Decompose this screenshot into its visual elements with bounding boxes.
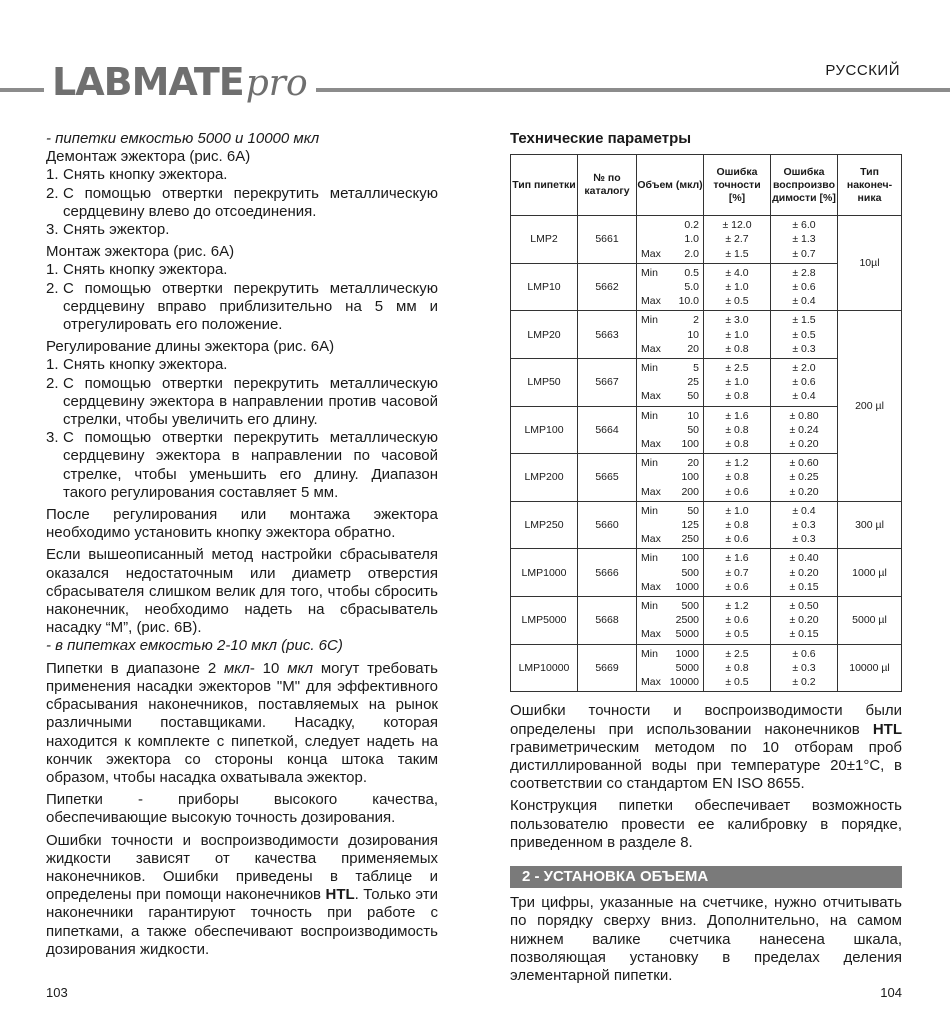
catalog-number-cell: 5662	[578, 263, 637, 311]
dismount-steps	[46, 166, 438, 239]
pipette-type-cell: LMP20	[511, 311, 578, 359]
volume-cell: 0.2 1.0 Max 2.0	[637, 216, 704, 264]
logo-pro: pro	[245, 63, 308, 104]
repeatability-error-cell: ± 0.50 ± 0.20 ± 0.15	[771, 597, 838, 645]
catalog-number-cell: 5669	[578, 644, 637, 692]
repeatability-error-cell: ± 0.60 ± 0.25 ± 0.20	[771, 454, 838, 502]
para-if: Если вышеописанный метод настройки сбрасывателя оказался недостаточным или диаметр отверстия сбрасывателя слишком велик для того, чтобы сбросить наконечник, необходимо надеть на сбрасыватель насадку “М”, (рис. 6В).	[46, 546, 438, 637]
list-item: 2. С помощью отвертки перекрутить металлическую сердцевину влево до отсоединения.	[46, 184, 438, 220]
tip-type-cell: 1000 µl	[838, 549, 902, 597]
table-body	[511, 216, 902, 692]
accuracy-error-cell: ± 12.0 ± 2.7 ± 1.5	[704, 216, 771, 264]
accuracy-error-cell: ± 1.6 ± 0.8 ± 0.8	[704, 406, 771, 454]
labmate-logo	[44, 60, 316, 104]
pipette-type-cell: LMP10	[511, 263, 578, 311]
table-row	[511, 549, 902, 597]
header-cell: Тип пипетки	[511, 155, 578, 216]
tip-type-cell: 300 µl	[838, 501, 902, 549]
section-title-bar: 2 - УСТАНОВКА ОБЪЕМА	[510, 866, 902, 888]
intro-italic: - пипетки емкостью 5000 и 10000 мкл	[46, 130, 320, 147]
pipette-type-cell: LMP5000	[511, 597, 578, 645]
params-table	[510, 154, 902, 692]
volume-cell: Min 50 125 Max 250	[637, 501, 704, 549]
volume-cell: Min 2 10 Max 20	[637, 311, 704, 359]
volume-cell: Min 100 500 Max 1000	[637, 549, 704, 597]
tip-type-cell: 200 µl	[838, 311, 902, 501]
repeatability-error-cell: ± 0.40 ± 0.20 ± 0.15	[771, 549, 838, 597]
header-cell: № по каталогу	[578, 155, 637, 216]
left-column	[46, 130, 438, 963]
header-cell: Ошибка точности [%]	[704, 155, 771, 216]
list-item: 2. С помощью отвертки перекрутить металлическую сердцевину вправо приблизительно на 5 мм и отрегулировать его положение.	[46, 279, 438, 334]
list-item: 1. Снять кнопку эжектора.	[46, 166, 228, 184]
catalog-number-cell: 5663	[578, 311, 637, 359]
repeatability-error-cell: ± 0.80 ± 0.24 ± 0.20	[771, 406, 838, 454]
accuracy-error-cell: ± 1.0 ± 0.8 ± 0.6	[704, 501, 771, 549]
para-htl: Ошибки точности и воспроизводимости были определены при использовании наконечников HTL гравиметрическим методом по 10 отборам проб дистиллированной воды при температуре 20±1°С, в соответствии со стандартом EN ISO 8655.	[510, 702, 902, 793]
table-row	[511, 644, 902, 692]
list-item: 1. Снять кнопку эжектора.	[46, 356, 228, 374]
catalog-number-cell: 5661	[578, 216, 637, 264]
adjust-title: Регулирование длины эжектора (рис. 6А)	[46, 338, 335, 356]
accuracy-error-cell: ± 2.5 ± 0.8 ± 0.5	[704, 644, 771, 692]
list-item: 3. Снять эжектор.	[46, 221, 170, 239]
catalog-number-cell: 5665	[578, 454, 637, 502]
para-errors: Ошибки точности и воспроизводимости дозирования жидкости зависят от качества применяемых наконечников. Ошибки приведены в таблице и определены при помощи наконечников HTL. Только эти наконечники гарантируют точность при работе с пипетками, а также обеспечивают воспроизводимость дозирования жидкости.	[46, 831, 438, 958]
dismount-title: Демонтаж эжектора (рис. 6А)	[46, 148, 251, 166]
tip-type-cell: 10000 µl	[838, 644, 902, 692]
mount-title: Монтаж эжектора (рис. 6А)	[46, 243, 235, 261]
italic-2-10: - в пипетках емкостью 2-10 мкл (рис. 6С)	[46, 637, 343, 655]
accuracy-error-cell: ± 1.6 ± 0.7 ± 0.6	[704, 549, 771, 597]
right-column	[510, 130, 902, 989]
accuracy-error-cell: ± 1.2 ± 0.8 ± 0.6	[704, 454, 771, 502]
volume-cell: Min 20 100 Max 200	[637, 454, 704, 502]
accuracy-error-cell: ± 1.2 ± 0.6 ± 0.5	[704, 597, 771, 645]
repeatability-error-cell: ± 0.6 ± 0.3 ± 0.2	[771, 644, 838, 692]
table-row	[511, 597, 902, 645]
pipette-type-cell: LMP200	[511, 454, 578, 502]
logo-main: LABMATE	[52, 60, 244, 104]
volume-cell: Min 5 25 Max 50	[637, 359, 704, 407]
catalog-number-cell: 5668	[578, 597, 637, 645]
header-cell: Ошибка воспроизво димости [%]	[771, 155, 838, 216]
para-counter: Три цифры, указанные на счетчике, нужно отчитывать по порядку сверху вниз. Дополнительно, на самом нижнем валике счетчика нанесена шкала, позволяющая установку в пределах деления элементарной пипетки.	[510, 894, 902, 984]
pipette-type-cell: LMP250	[511, 501, 578, 549]
repeatability-error-cell: ± 6.0 ± 1.3 ± 0.7	[771, 216, 838, 264]
repeatability-error-cell: ± 0.4 ± 0.3 ± 0.3	[771, 501, 838, 549]
tip-type-cell: 5000 µl	[838, 597, 902, 645]
pipette-type-cell: LMP100	[511, 406, 578, 454]
repeatability-error-cell: ± 2.8 ± 0.6 ± 0.4	[771, 263, 838, 311]
catalog-number-cell: 5666	[578, 549, 637, 597]
accuracy-error-cell: ± 2.5 ± 1.0 ± 0.8	[704, 359, 771, 407]
para-calibration: Конструкция пипетки обеспечивает возможность пользователю провести ее калибровку в порядке, приведенном в разделе 8.	[510, 797, 902, 851]
volume-cell: Min 0.5 5.0 Max 10.0	[637, 263, 704, 311]
para-range: Пипетки в диапазоне 2 мкл- 10 мкл могут требовать применения насадки эжекторов "М" для эффективного сбрасывания наконечников, поставляемых на рынок различными поставщиками. Насадку, которая находится к комплекте с пипеткой, следует надеть на кончик эжектора со стороны конца штока таким образом, чтобы насадка охватывала эжектор.	[46, 659, 438, 786]
list-item: 1. Снять кнопку эжектора.	[46, 261, 228, 279]
header-cell: Объем (мкл)	[637, 155, 704, 216]
volume-cell: Min 500 2500 Max 5000	[637, 597, 704, 645]
volume-cell: Min 10 50 Max 100	[637, 406, 704, 454]
pipette-type-cell: LMP10000	[511, 644, 578, 692]
para-after: После регулирования или монтажа эжектора необходимо установить кнопку эжектора обратно.	[46, 506, 438, 542]
para-quality: Пипетки - приборы высокого качества, обеспечивающие высокую точность дозирования.	[46, 791, 438, 827]
adjust-steps	[46, 356, 438, 502]
catalog-number-cell: 5664	[578, 406, 637, 454]
accuracy-error-cell: ± 4.0 ± 1.0 ± 0.5	[704, 263, 771, 311]
table-title: Технические параметры	[510, 130, 692, 147]
catalog-number-cell: 5667	[578, 359, 637, 407]
table-row	[511, 501, 902, 549]
table-row	[511, 216, 902, 264]
table-header-row	[511, 155, 902, 216]
language-label: РУССКИЙ	[825, 62, 900, 79]
repeatability-error-cell: ± 2.0 ± 0.6 ± 0.4	[771, 359, 838, 407]
list-item: 3. С помощью отвертки перекрутить металлическую сердцевину эжектора в направлении по часовой стрелке, чтобы уменьшить его длину. Диапазон такого регулирования составляет 5 мм.	[46, 429, 438, 501]
accuracy-error-cell: ± 3.0 ± 1.0 ± 0.8	[704, 311, 771, 359]
catalog-number-cell: 5660	[578, 501, 637, 549]
mount-steps	[46, 261, 438, 334]
volume-cell: Min 1000 5000 Max 10000	[637, 644, 704, 692]
table-row	[511, 311, 902, 359]
page-number-right: 104	[880, 985, 902, 1000]
tip-type-cell: 10µl	[838, 216, 902, 311]
repeatability-error-cell: ± 1.5 ± 0.5 ± 0.3	[771, 311, 838, 359]
list-item: 2. С помощью отвертки перекрутить металлическую сердцевину эжектора в направлении против часовой стрелки, чтобы увеличить его длину.	[46, 374, 438, 429]
pipette-type-cell: LMP1000	[511, 549, 578, 597]
page-number-left: 103	[46, 985, 68, 1000]
pipette-type-cell: LMP50	[511, 359, 578, 407]
header-cell: Тип наконеч- ника	[838, 155, 902, 216]
pipette-type-cell: LMP2	[511, 216, 578, 264]
